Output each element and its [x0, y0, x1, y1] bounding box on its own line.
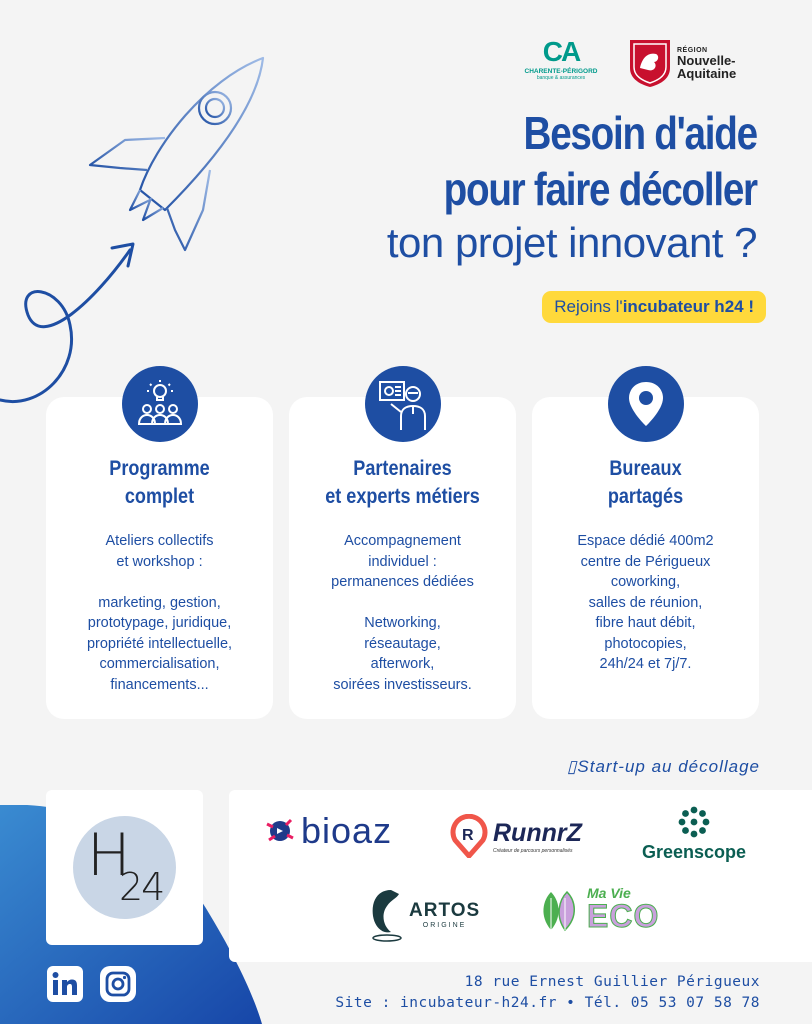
contact-address: 18 rue Ernest Guillier Périgueux: [464, 974, 760, 990]
svg-text:R: R: [462, 827, 474, 844]
runnrz-emblem-icon: [449, 814, 489, 858]
h24-number: 24: [119, 865, 164, 909]
mavieeco-logo: [539, 886, 659, 932]
bioaz-name: bioaz: [301, 810, 393, 851]
ca-subtitle: banque & assurances: [536, 75, 586, 81]
headline-line-1: Besoin d'aide: [523, 107, 757, 159]
h24-letter: H: [87, 821, 131, 889]
artos-tagline: ORIGINE: [422, 921, 467, 929]
artos-emblem-icon: [369, 886, 405, 942]
card-body: Accompagnement individuel : permanences dédiées Networking, réseautage, afterwork, soirées investisseurs.: [331, 533, 474, 693]
sponsor-logos: [516, 38, 757, 88]
instagram-icon[interactable]: [99, 965, 137, 1003]
region-shield-icon: [628, 38, 672, 88]
bioaz-logo: [263, 810, 392, 852]
region-label-small: RÉGION: [677, 46, 708, 54]
card-title: Bureaux partagés: [607, 457, 684, 508]
h24-logo: [73, 816, 176, 919]
runnrz-tagline: Créateur de parcours personnalisés: [493, 847, 573, 854]
contact-info: [335, 972, 760, 1014]
region-name: Nouvelle-Aquitaine: [677, 52, 737, 81]
card-partenaires: [289, 397, 516, 719]
headline-line-2: pour faire décoller: [443, 163, 757, 215]
h24-logo-card: [46, 790, 203, 945]
card-body: Ateliers collectifs et workshop : marketing, gestion, prototypage, juridique, propriété intellectuelle, commercialisation, financements...: [86, 533, 233, 693]
rocket-icon: [85, 50, 275, 260]
mavieeco-leaves-icon: [539, 886, 583, 932]
headline: [384, 105, 757, 269]
bioaz-emblem-icon: [263, 814, 297, 848]
card-bureaux: [532, 397, 759, 719]
cta-bold: incubateur h24 !: [622, 297, 754, 316]
ca-name: CHARENTE-PÉRIGORD: [524, 68, 598, 75]
mavieeco-name-top: Ma Vie: [587, 885, 631, 901]
greenscope-emblem-icon: [676, 804, 712, 840]
group-idea-icon: [122, 366, 198, 442]
region-logo: [628, 38, 757, 88]
credit-agricole-logo: [516, 38, 606, 81]
greenscope-name: Greenscope: [642, 842, 747, 862]
runnrz-logo: [449, 814, 582, 858]
card-title: Programme complet: [109, 457, 210, 508]
startups-logos-panel: [229, 790, 812, 962]
social-links: [46, 965, 137, 1003]
ca-mark: CA: [542, 36, 580, 67]
card-title: Partenaires et experts métiers: [325, 457, 480, 508]
location-pin-icon: [608, 366, 684, 442]
mavieeco-name: ECO: [587, 898, 660, 934]
artos-name: ARTOS: [409, 899, 481, 921]
contact-site-phone: Site : incubateur-h24.fr • Tél. 05 53 07 58 78: [335, 995, 760, 1011]
greenscope-logo: [642, 804, 746, 863]
cta-pill: [542, 291, 766, 323]
runnrz-name: RunnrZ: [493, 818, 582, 847]
headline-line-3: ton projet innovant ?: [386, 219, 757, 266]
cta-prefix: Rejoins l': [554, 297, 623, 316]
expert-presentation-icon: [365, 366, 441, 442]
card-programme: [46, 397, 273, 719]
artos-logo: [369, 886, 480, 942]
card-body: Espace dédié 400m2 centre de Périgueux coworking, salles de réunion, fibre haut débit, photocopies, 24h/24 et 7j/7.: [577, 533, 714, 672]
linkedin-icon[interactable]: [46, 965, 84, 1003]
startup-section-label: ▯Start-up au décollage: [567, 757, 760, 776]
